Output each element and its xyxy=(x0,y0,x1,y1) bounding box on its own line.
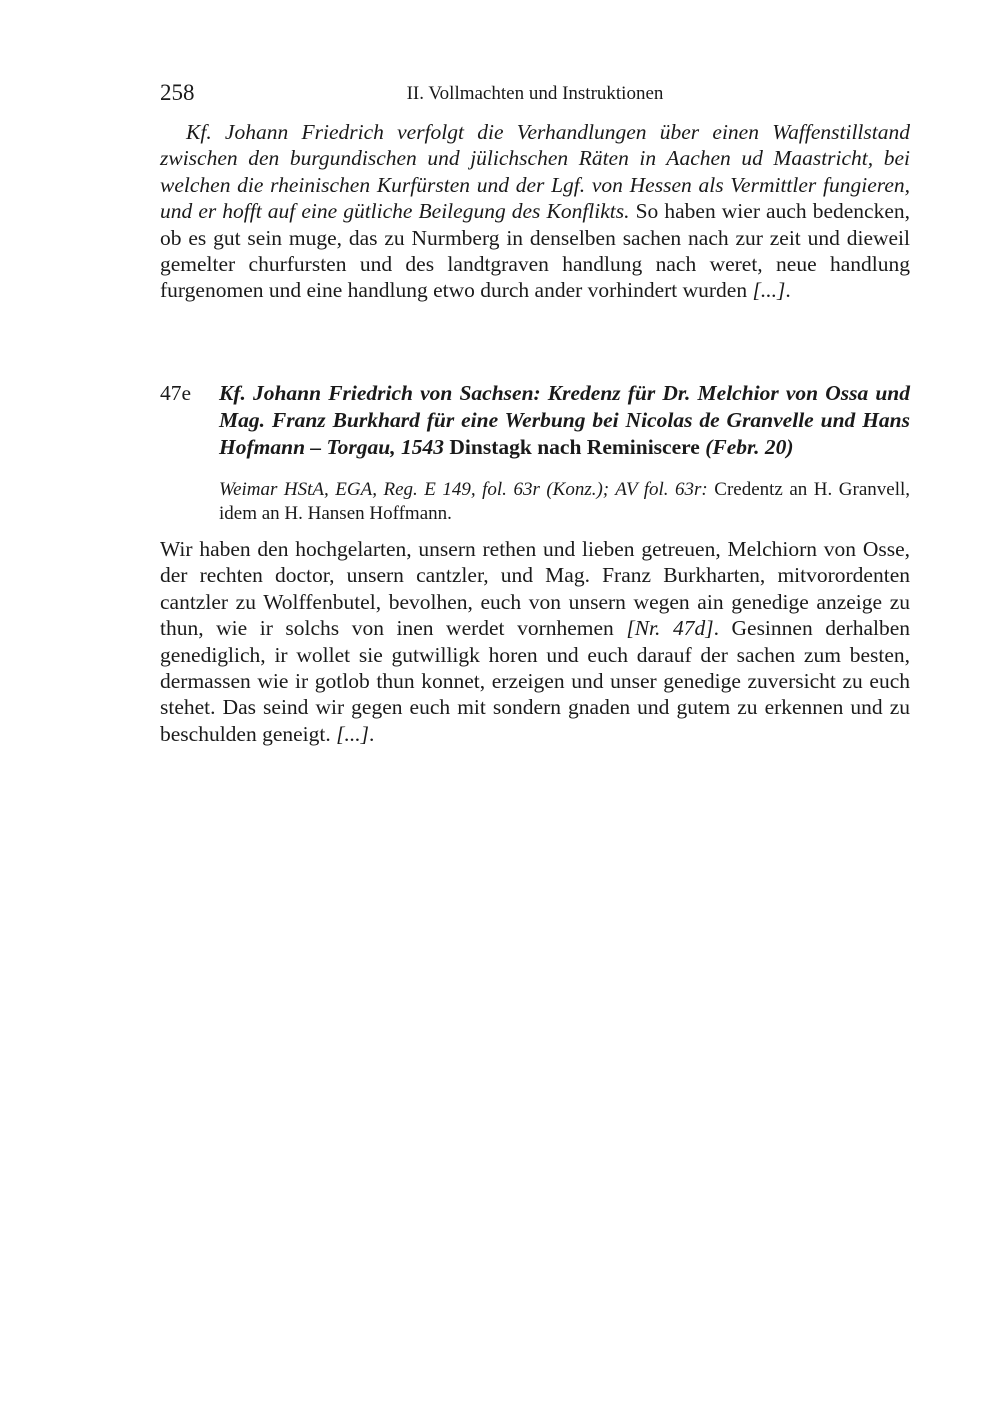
document-title: Kf. Johann Friedrich von Sachsen: Kredenz für Dr. Melchior von Ossa und Mag. Franz Burkhard für eine Werbung bei Nicolas de Granvelle und Hans Hofmann – Torgau, 1543 xyxy=(219,381,910,459)
intro-quote: So haben wier auch bedencken, ob es gut sein muge, das zu Nurmberg in denselben sachen nach zur zeit und dieweil gemelter churfursten und des landtgraven handlung nach weret, neue handlung furgenomen und eine handlung etwo durch ander vorhindert wurden xyxy=(160,199,910,303)
page-number: 258 xyxy=(160,80,195,105)
document-number: 47e xyxy=(160,381,192,405)
intro-summary: Kf. Johann Friedrich verfolgt die Verhandlungen über einen Waffenstillstand zwischen den burgundischen und jülichschen Räten in Aachen ud Maastricht, bei welchen die rheinischen Kurfürsten und der Lgf. von Hessen als Vermittler fungieren, und er hofft auf eine gütliche Beilegung des Konflikts. xyxy=(160,120,910,224)
document-heading xyxy=(219,380,910,461)
body-text-part2: . Gesinnen derhalben genediglich, ir wollet sie gutwilligk horen und euch darauf der sachen zum besten, dermassen wie ir gotlob thun konnet, erzeigen und unser genedige zuversicht zu euch stehet. Das seind wir gegen euch mit sondern gnaden und gutem zu erkennen und zu beschulden geneigt. xyxy=(160,616,910,746)
intro-end-punct: . xyxy=(785,278,791,303)
body-text-part1: Wir haben den hochgelarten, unsern rethen und lieben getreuen, Melchiorn von Osse, der rechten doctor, unsern cantzler, und Mag. Franz Burkharten, mitvorordenten cantzler zu Wolffenbutel, bevolhen, euch von unsern wegen ain genedige anzeige zu thun, wie ir solchs von inen werdet vornhemen xyxy=(160,537,910,641)
body-end-punct: . xyxy=(369,721,375,746)
intro-ellipsis: [...] xyxy=(752,278,786,303)
body-reference: [Nr. 47d] xyxy=(626,616,714,641)
body-ellipsis: [...] xyxy=(336,721,369,746)
document-date: Dinstagk nach Reminiscere xyxy=(449,435,700,459)
running-head: II. Vollmachten und Instruktionen xyxy=(406,83,664,104)
source-note xyxy=(219,478,910,526)
source-description: Credentz an H. Granvell, idem an H. Hansen Hoffmann. xyxy=(219,479,911,524)
source-archive: Weimar HStA, EGA, Reg. E 149, fol. 63r (Konz.); AV fol. 63r: xyxy=(219,479,708,500)
intro-paragraph xyxy=(160,119,910,304)
document-body xyxy=(160,536,910,747)
document-date-normalized: (Febr. 20) xyxy=(705,435,794,459)
